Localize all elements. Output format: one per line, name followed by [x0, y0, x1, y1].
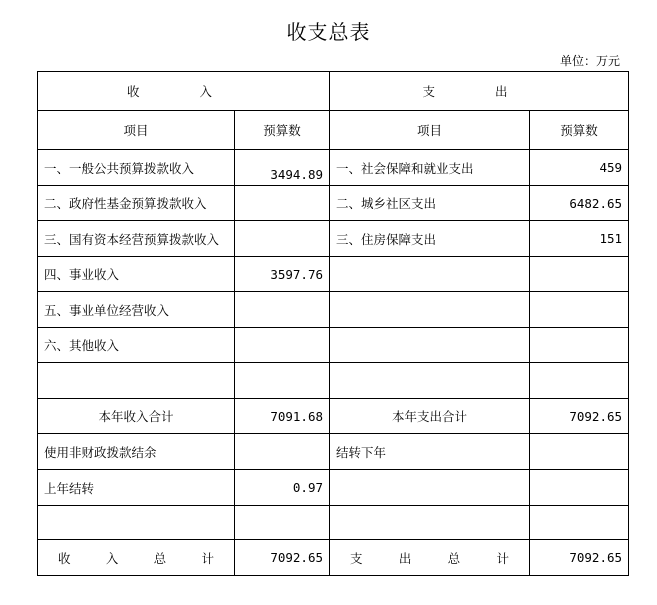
expense-item: 二、城乡社区支出 — [330, 186, 530, 221]
expense-item — [330, 506, 530, 540]
table-row — [38, 363, 629, 399]
expense-item — [330, 257, 530, 292]
table-row — [38, 470, 629, 506]
expense-item — [330, 328, 530, 363]
income-item: 使用非财政拨款结余 — [38, 434, 235, 470]
income-value: 3494.89 — [235, 150, 330, 186]
expense-value — [530, 470, 629, 506]
income-section-header: 收 入 — [38, 72, 330, 111]
income-budget-header: 预算数 — [235, 111, 330, 150]
income-value — [235, 186, 330, 221]
expense-value: 151 — [530, 221, 629, 257]
grand-income-total-label: 收 入 总 计 — [38, 540, 235, 576]
expense-item: 三、住房保障支出 — [330, 221, 530, 257]
expense-value — [530, 506, 629, 540]
income-value — [235, 434, 330, 470]
table-row — [38, 328, 629, 363]
income-item — [38, 506, 235, 540]
expense-item — [330, 292, 530, 328]
table-row — [38, 292, 629, 328]
income-value — [235, 363, 330, 399]
expense-section-header: 支 出 — [330, 72, 629, 111]
table-row — [38, 257, 629, 292]
income-item: 一、一般公共预算拨款收入 — [38, 150, 235, 186]
expense-value: 6482.65 — [530, 186, 629, 221]
income-item: 四、事业收入 — [38, 257, 235, 292]
income-item: 六、其他收入 — [38, 328, 235, 363]
income-item: 三、国有资本经营预算拨款收入 — [38, 221, 235, 257]
grand-expense-total-value: 7092.65 — [530, 540, 629, 576]
expense-value: 459 — [530, 150, 629, 186]
year-income-total-label: 本年收入合计 — [38, 399, 235, 434]
section-header-row — [38, 72, 629, 111]
table-row — [38, 434, 629, 470]
income-value: 3597.76 — [235, 257, 330, 292]
income-value — [235, 506, 330, 540]
year-income-total-value: 7091.68 — [235, 399, 330, 434]
income-item — [38, 363, 235, 399]
income-value: 0.97 — [235, 470, 330, 506]
table-row — [38, 506, 629, 540]
income-value — [235, 292, 330, 328]
income-item-header: 项目 — [38, 111, 235, 150]
expense-value — [530, 292, 629, 328]
table-row — [38, 150, 629, 186]
expense-item: 结转下年 — [330, 434, 530, 470]
column-header-row — [38, 111, 629, 150]
income-value — [235, 221, 330, 257]
table-row — [38, 186, 629, 221]
unit-label: 单位：万元 — [559, 54, 620, 68]
expense-value — [530, 434, 629, 470]
expense-budget-header: 预算数 — [530, 111, 629, 150]
year-total-row — [38, 399, 629, 434]
grand-income-total-value: 7092.65 — [235, 540, 330, 576]
page-title: 收支总表 — [286, 20, 371, 44]
income-item: 二、政府性基金预算拨款收入 — [38, 186, 235, 221]
expense-item: 一、社会保障和就业支出 — [330, 150, 530, 186]
income-value — [235, 328, 330, 363]
grand-total-row — [38, 540, 629, 576]
expense-value — [530, 363, 629, 399]
income-item: 五、事业单位经营收入 — [38, 292, 235, 328]
year-expense-total-label: 本年支出合计 — [330, 399, 530, 434]
expense-item — [330, 363, 530, 399]
expense-item-header: 项目 — [330, 111, 530, 150]
expense-value — [530, 328, 629, 363]
expense-value — [530, 257, 629, 292]
expense-item — [330, 470, 530, 506]
income-item: 上年结转 — [38, 470, 235, 506]
year-expense-total-value: 7092.65 — [530, 399, 629, 434]
budget-summary-table — [37, 71, 629, 576]
grand-expense-total-label: 支 出 总 计 — [330, 540, 530, 576]
table-row — [38, 221, 629, 257]
